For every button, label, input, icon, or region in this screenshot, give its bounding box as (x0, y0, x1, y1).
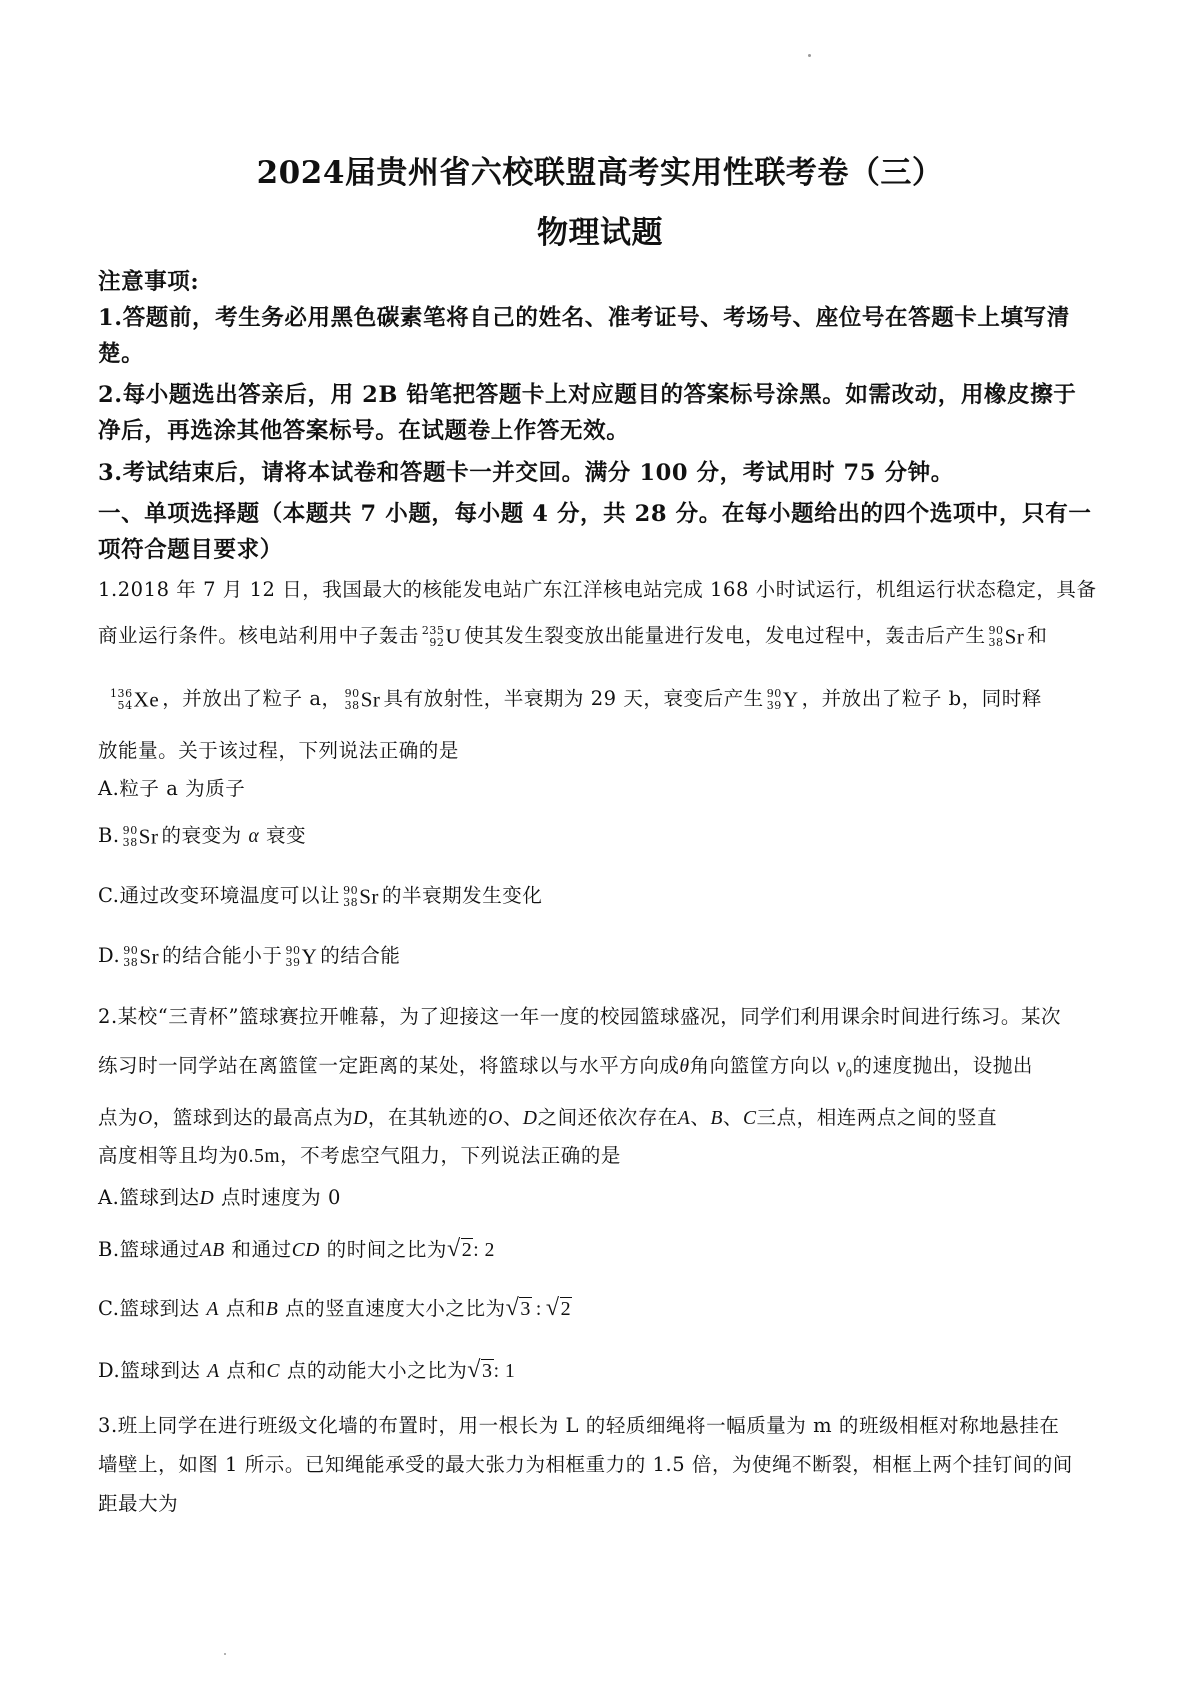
notice-item-2: 2.每小题选出答亲后，用 2B 铅笔把答题卡上对应题目的答案标号涂黑。如需改动，用橡皮擦于 (98, 382, 1077, 408)
scan-speck (808, 54, 811, 57)
notice-item-1-cont: 楚。 (98, 341, 145, 367)
q2-option-b: B.篮球通过AB 和通过CD 的时间之比为√2: 2 (98, 1236, 495, 1262)
q1-stem-line-1: 1.2018 年 7 月 12 日，我国最大的核能发电站广东江洋核电站完成 168 小时试运行，机组运行状态稳定，具备 (98, 578, 1097, 601)
section-heading-cont: 项符合题目要求） (98, 537, 283, 563)
alpha-symbol: α (248, 826, 260, 847)
section-heading: 一、单项选择题（本题共 7 小题，每小题 4 分，共 28 分。在每小题给出的四个选项中，只有一 (98, 501, 1092, 527)
q2-option-a: A.篮球到达D 点时速度为 0 (98, 1186, 341, 1209)
q1-option-b: B. 90 38 Sr 的衰变为 α 衰变 (98, 823, 307, 849)
exam-title: 2024届贵州省六校联盟高考实用性联考卷（三） (256, 155, 944, 191)
nuclide-sr90: 90 38 Sr (122, 823, 159, 849)
q1-stem-line-4: 放能量。关于该过程，下列说法正确的是 (98, 739, 459, 762)
q1-option-a: A.粒子 a 为质子 (98, 777, 246, 800)
notice-item-1: 1.答题前，考生务必用黑色碳素笔将自己的姓名、准考证号、考场号、座位号在答题卡上填写清 (98, 305, 1070, 331)
q2-option-c: C.篮球到达 A 点和B 点的竖直速度大小之比为√3 : √2 (98, 1295, 572, 1321)
nuclide-xe136: 136 54 Xe (110, 686, 160, 712)
q2-stem-line-1: 2.某校“三青杯”篮球赛拉开帷幕，为了迎接这一年一度的校园篮球盛况，同学们利用课余时间进行练习。某次 (98, 1005, 1062, 1028)
q2-option-d: D.篮球到达 A 点和C 点的动能大小之比为√3: 1 (98, 1357, 516, 1383)
scan-speck (224, 1653, 226, 1655)
notice-item-2-cont: 净后，再选涂其他答案标号。在试题卷上作答无效。 (98, 418, 630, 444)
nuclide-y90: 90 39 Y (766, 686, 799, 712)
nuclide-y90: 90 39 Y (285, 943, 318, 969)
q2-stem-line-2: 练习时一同学站在离篮筐一定距离的某处，将篮球以与水平方向成θ角向篮筐方向以 $v_0$的速度抛出，设抛出 (98, 1054, 1033, 1080)
notice-item-3: 3.考试结束后，请将本试卷和答题卡一并交回。满分 100 分，考试用时 75 分钟。 (98, 460, 954, 486)
theta-symbol: θ (679, 1056, 690, 1077)
sqrt-expression: √3 (467, 1357, 493, 1383)
v0-symbol: $v_0$ (836, 1056, 853, 1080)
notice-heading: 注意事项: (98, 269, 200, 295)
nuclide-sr90: 90 38 Sr (123, 943, 160, 969)
q1-option-d: D. 90 38 Sr 的结合能小于 90 39 Y 的结合能 (98, 943, 401, 969)
sqrt-expression: √2 (446, 1236, 473, 1262)
nuclide-sr90: 90 38 Sr (343, 883, 379, 909)
nuclide-sr90: 90 38 Sr (988, 623, 1025, 649)
nuclide-u235: 235 92 U (421, 623, 462, 649)
nuclide-sr90: 90 38 Sr (344, 686, 381, 712)
sqrt-expression: √2 (545, 1295, 572, 1321)
q3-stem-line-1: 3.班上同学在进行班级文化墙的布置时，用一根长为 L 的轻质细绳将一幅质量为 m 的班级相框对称地悬挂在 (98, 1414, 1060, 1437)
q3-stem-line-3: 距最大为 (98, 1492, 179, 1515)
exam-subtitle: 物理试题 (537, 215, 663, 251)
q2-stem-line-3: 点为O，篮球到达的最高点为D，在其轨迹的O、D之间还依次存在A、B、C三点，相连两点之间的竖直 (98, 1106, 998, 1129)
q2-stem-line-4: 高度相等且均为0.5m，不考虑空气阻力，下列说法正确的是 (98, 1144, 621, 1167)
q3-stem-line-2: 墙壁上，如图 1 所示。已知绳能承受的最大张力为相框重力的 1.5 倍，为使绳不断裂，相框上两个挂钉间的间 (98, 1453, 1073, 1476)
q1-stem-line-3: 136 54 Xe ，并放出了粒子 a， 90 38 Sr 具有放射性，半衰期为 29 天，衰变后产生 90 39 Y ，并放出了粒子 b，同时释 (110, 686, 1042, 712)
q1-stem-line-2: 商业运行条件。核电站利用中子轰击 235 92 U 使其发生裂变放出能量进行发电，发电过程中，轰击后产生 90 38 Sr 和 (98, 623, 1048, 649)
sqrt-expression: √3 (505, 1295, 531, 1321)
q1-option-c: C.通过改变环境温度可以让 90 38 Sr 的半衰期发生变化 (98, 883, 543, 909)
